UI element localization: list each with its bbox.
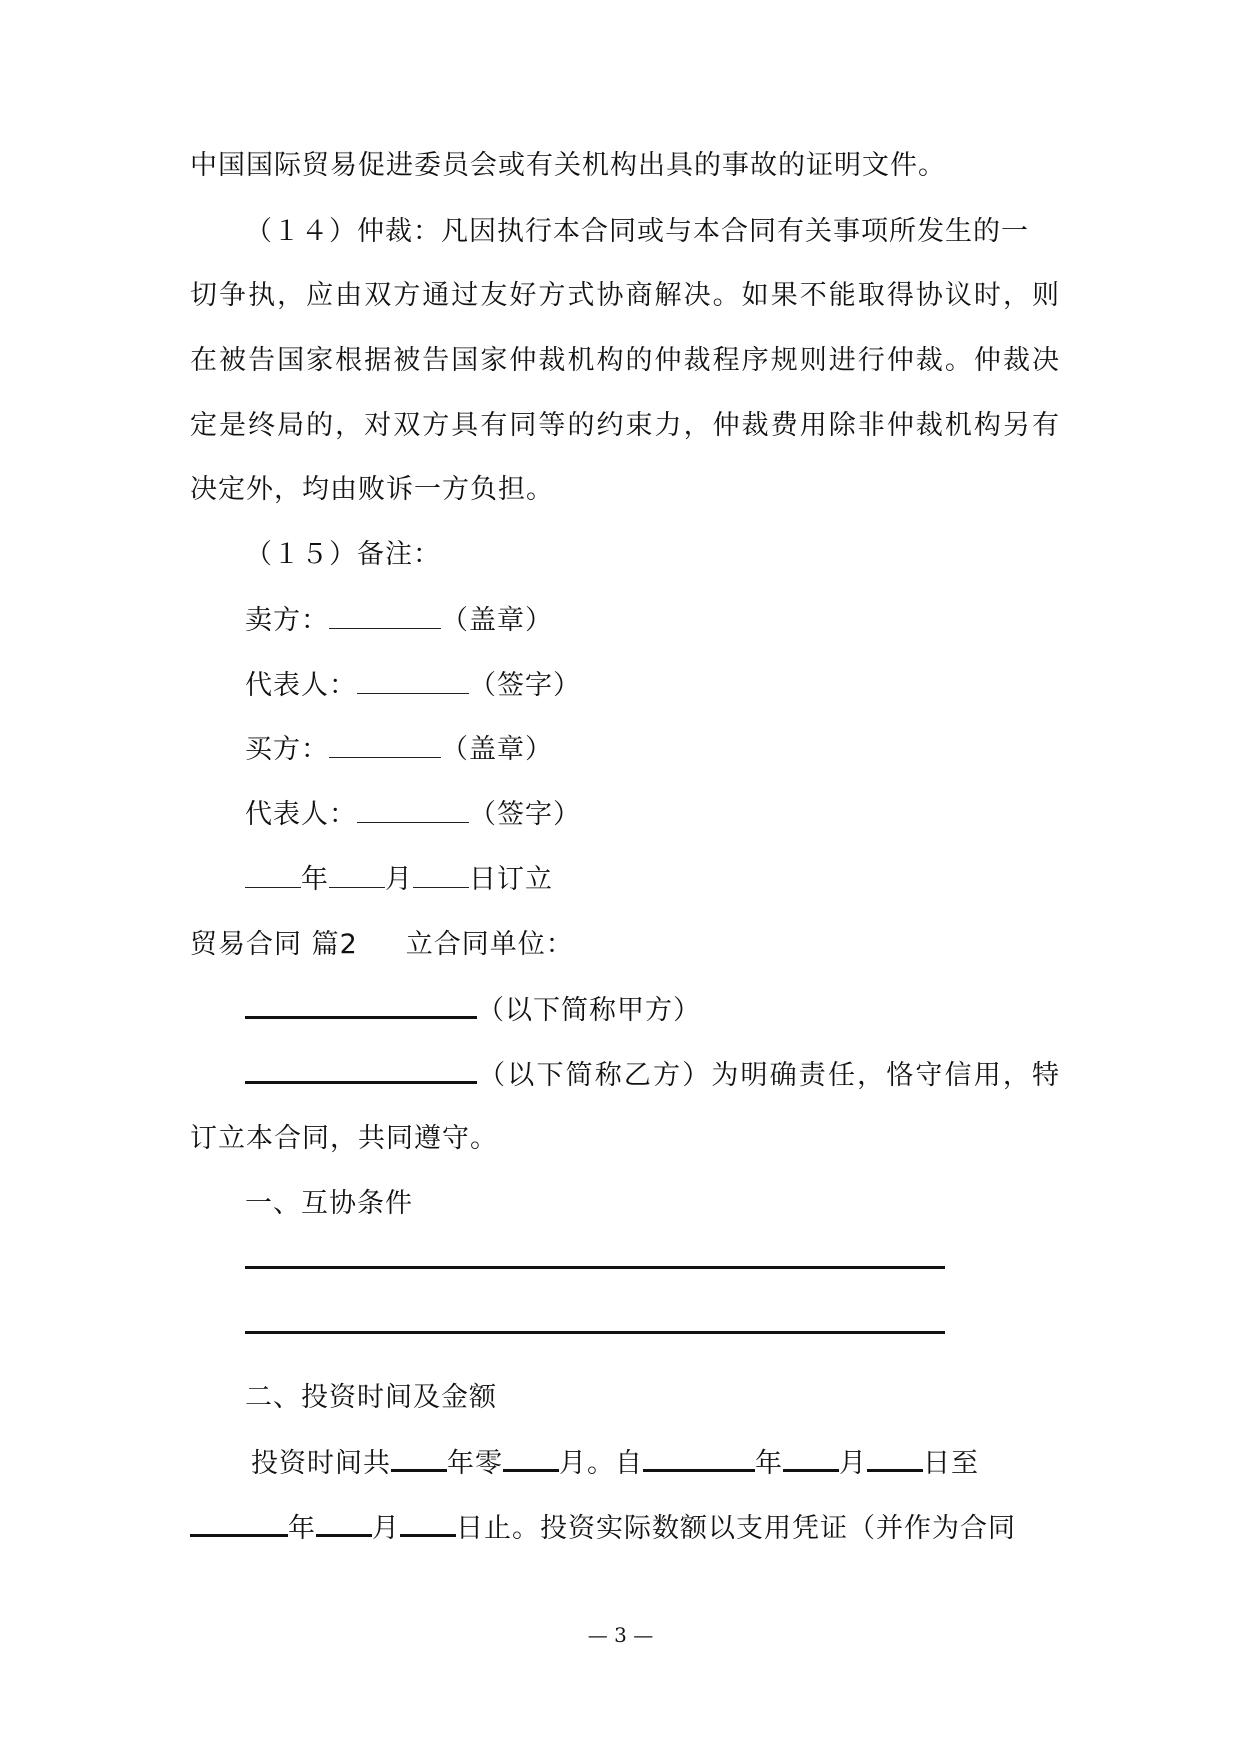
seller-suffix: （盖章） [441,605,553,636]
invest-text: 月 [372,1513,400,1544]
end-year-blank [190,1508,288,1537]
party-b-line [245,1055,1060,1095]
paragraph-line: 定是终局的，对双方具有同等的约束力，仲裁费用除非仲裁机构另有 [190,410,1060,441]
rep1-suffix: （签字） [469,670,581,701]
fill-in-line [245,1331,945,1334]
months-blank [503,1443,559,1472]
invest-text: 日至 [923,1448,979,1479]
signature-line-rep2 [245,795,1060,835]
party-b-suffix: （以下简称乙方）为明确责任，恪守信用，特 [477,1060,1060,1091]
party-a-suffix: （以下简称甲方） [477,995,701,1026]
end-day-blank [400,1508,456,1537]
invest-text: 年 [755,1448,783,1479]
buyer-blank [329,731,441,758]
signature-line-buyer [245,730,1060,770]
invest-text: 月 [839,1448,867,1479]
invest-line-1 [251,1443,1066,1483]
fill-in-line [245,1266,945,1269]
years-blank [391,1443,447,1472]
buyer-label: 买方： [245,734,329,765]
invest-text: 年 [288,1513,316,1544]
party-b-blank [245,1055,477,1084]
date-line [245,860,1060,900]
paragraph-line: 决定外，均由败诉一方负担。 [190,474,554,505]
invest-text: 投资时间共 [251,1448,391,1479]
contract-title: 贸易合同 篇2 [190,929,358,960]
invest-text: 月。自 [559,1448,643,1479]
section-heading: （１５）备注： [245,539,441,570]
year-blank [245,861,301,888]
signature-line-seller [245,601,1060,641]
year-label: 年 [301,864,329,895]
paragraph-line: （１４）仲裁：凡因执行本合同或与本合同有关事项所发生的一 [245,216,1029,247]
party-a-blank [245,990,477,1019]
invest-text: 日止。投资实际数额以支用凭证（并作为合同 [456,1513,1016,1544]
paragraph-line: 切争执，应由双方通过友好方式协商解决。如果不能取得协议时，则 [190,280,1060,311]
rep2-label: 代表人： [245,799,357,830]
section-heading: 一、互协条件 [245,1188,413,1219]
month-label: 月 [385,864,413,895]
end-month-blank [316,1508,372,1537]
day-label: 日订立 [469,864,553,895]
rep2-blank [357,796,469,823]
paragraph-line: 订立本合同，共同遵守。 [190,1123,498,1154]
invest-text: 年零 [447,1448,503,1479]
party-a-line [245,990,1060,1030]
page-number: — 3 — [587,1623,654,1647]
rep1-label: 代表人： [245,670,357,701]
month-blank [329,861,385,888]
buyer-suffix: （盖章） [441,734,553,765]
day-blank [413,861,469,888]
start-year-blank [643,1443,755,1472]
paragraph-line: 中国国际贸易促进委员会或有关机构出具的事故的证明文件。 [190,150,946,181]
unit-label: 立合同单位： [405,929,574,960]
paragraph-line: 在被告国家根据被告国家仲裁机构的仲裁程序规则进行仲裁。仲裁决 [190,345,1060,376]
start-month-blank [783,1443,839,1472]
invest-line-2 [190,1508,1060,1548]
seller-label: 卖方： [245,605,329,636]
start-day-blank [867,1443,923,1472]
rep2-suffix: （签字） [469,799,581,830]
contract-heading-line [190,925,1060,965]
section-heading: 二、投资时间及金额 [245,1382,497,1413]
rep1-blank [357,667,469,694]
signature-line-rep1 [245,666,1060,706]
seller-blank [329,602,441,629]
